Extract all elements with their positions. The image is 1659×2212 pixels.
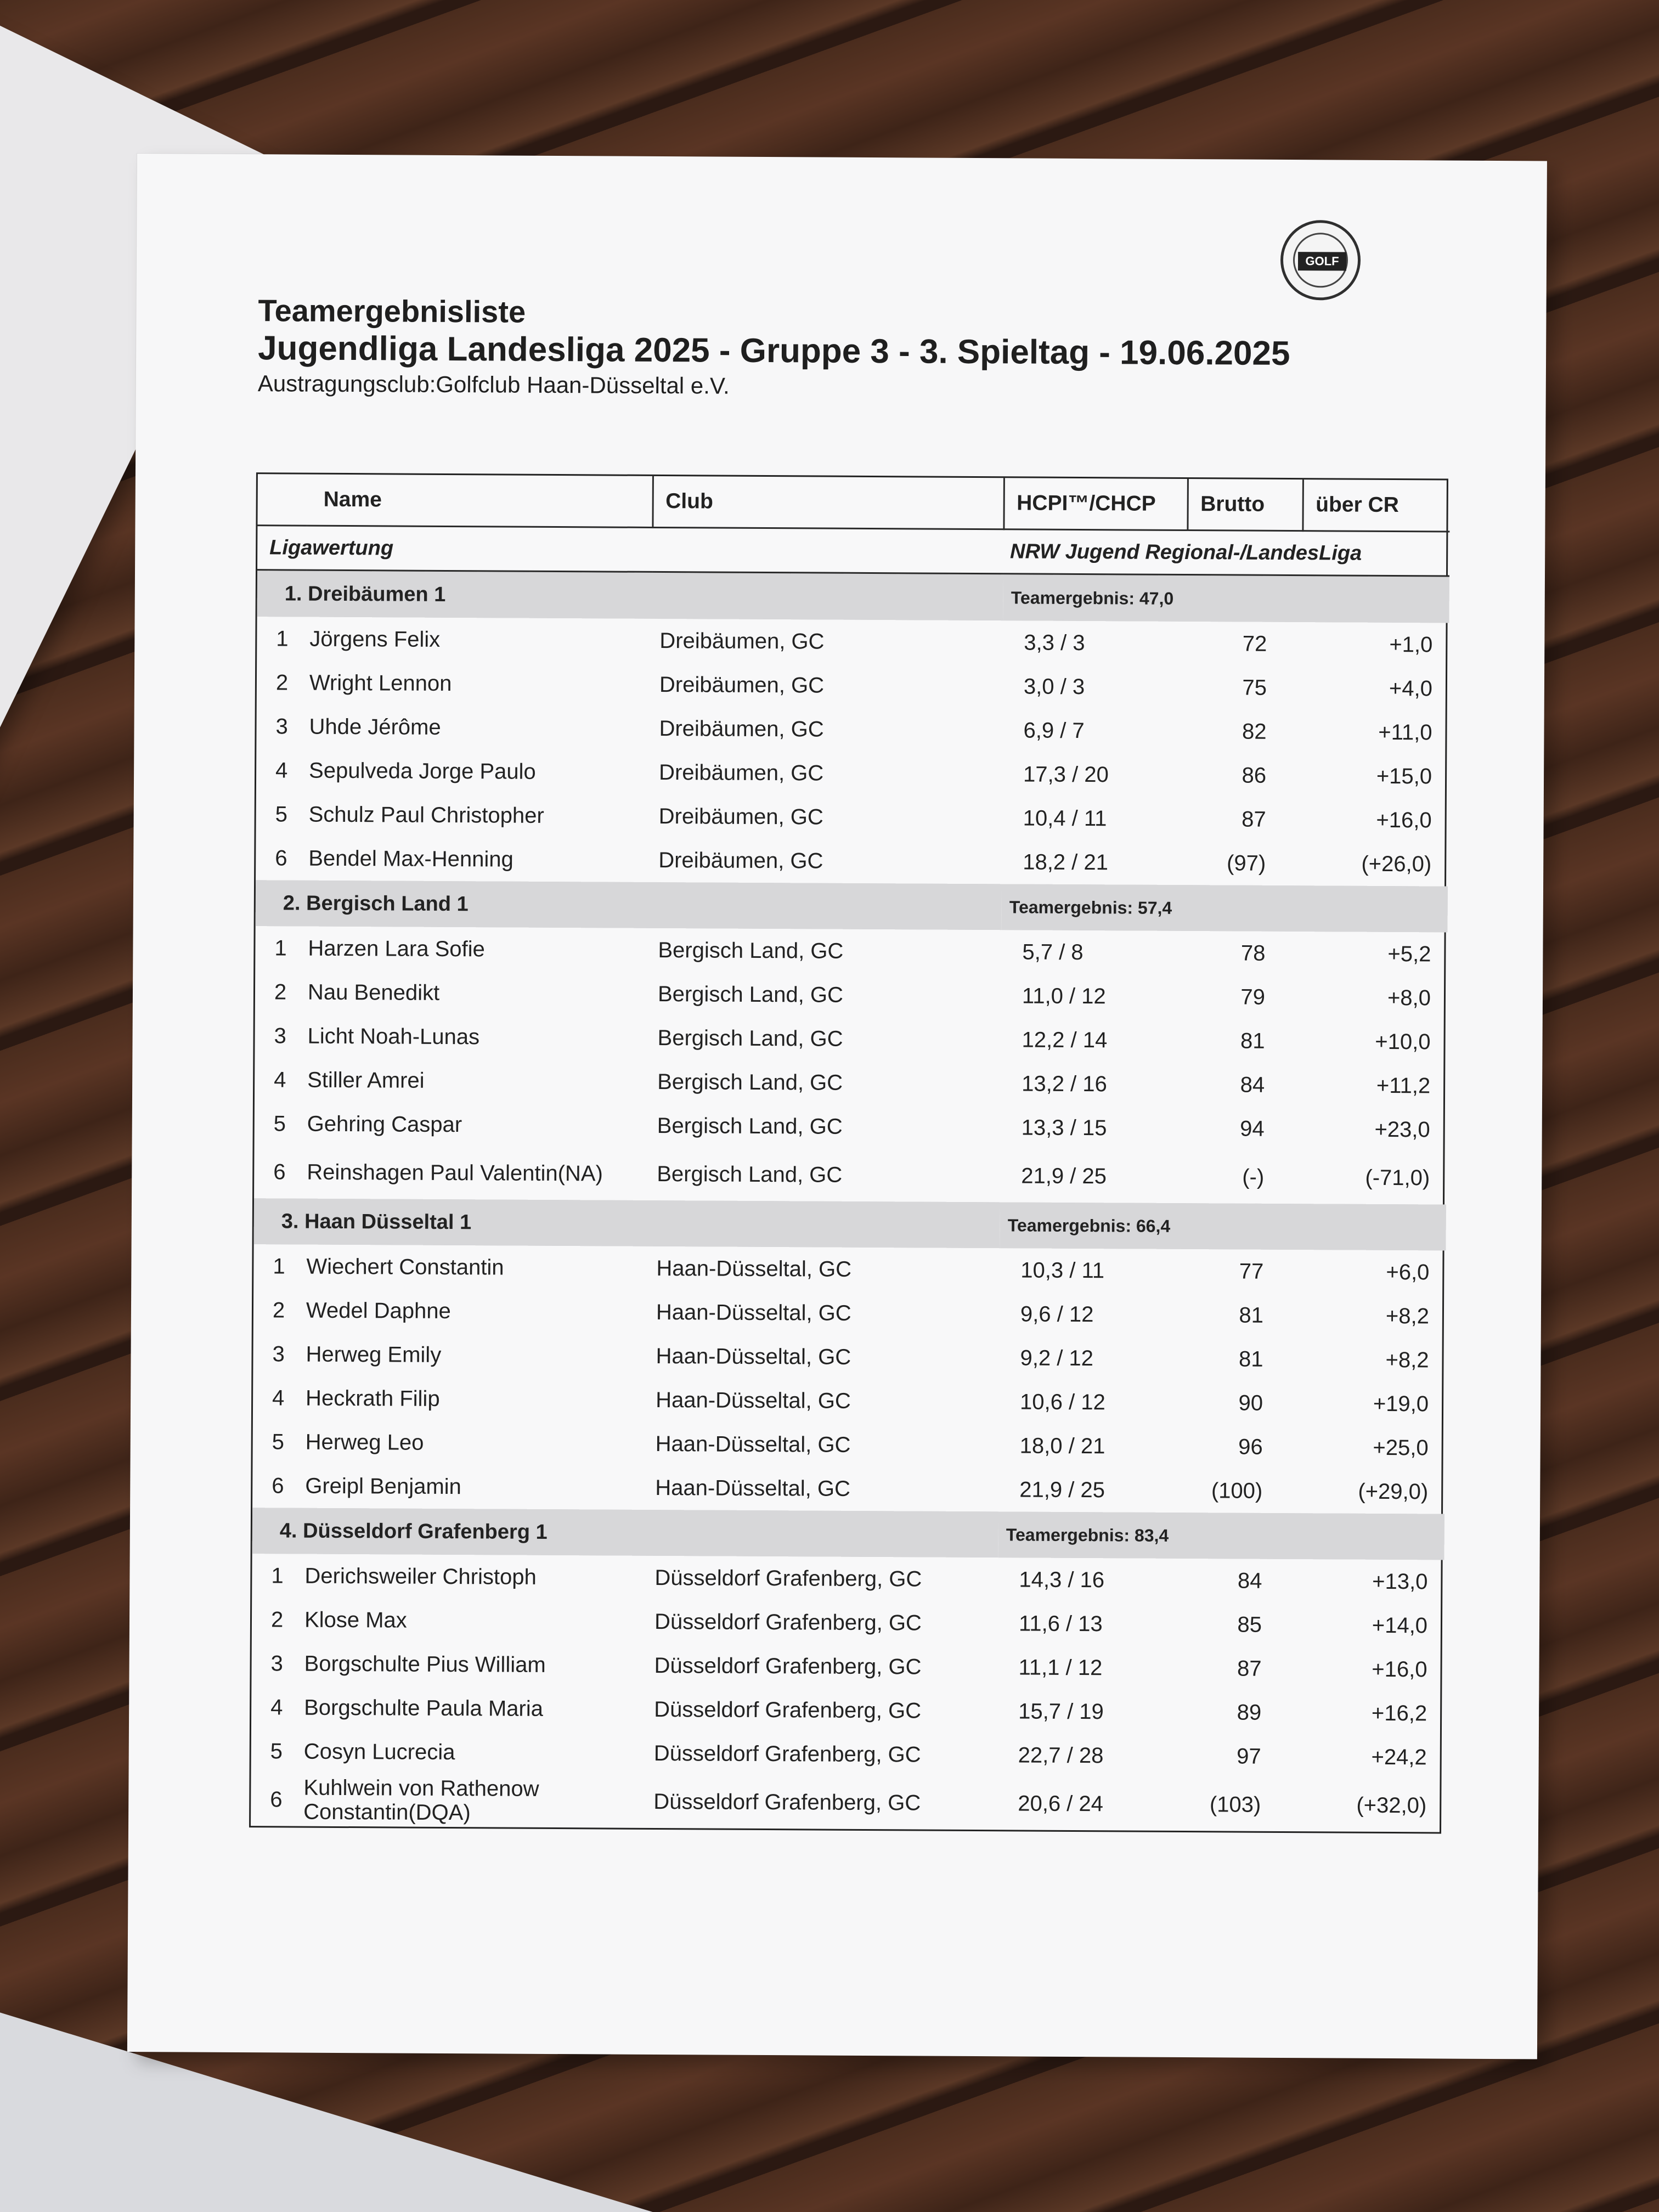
brutto-cell: (103): [1209, 1792, 1261, 1817]
table-row: [256, 792, 1448, 842]
club-cell: Haan-Düsseltal, GC: [656, 1344, 851, 1369]
club-cell: Dreibäumen, GC: [659, 628, 825, 654]
club-cell: Bergisch Land, GC: [657, 981, 844, 1007]
name-cell: Cosyn Lucrecia: [303, 1739, 455, 1765]
hcp-cell: 10,3 / 11: [1020, 1257, 1105, 1283]
results-grid: [251, 474, 1450, 1832]
over-cr-cell: +1,0: [1389, 632, 1433, 657]
rank-cell: 6: [270, 1787, 283, 1812]
over-cr-cell: +6,0: [1386, 1260, 1430, 1284]
over-cr-cell: +14,0: [1372, 1613, 1428, 1638]
name-cell: Derichsweiler Christoph: [304, 1564, 537, 1589]
over-cr-cell: +11,2: [1376, 1073, 1431, 1098]
name-cell: Kuhlwein von Rathenow Constantin(DQA): [303, 1775, 539, 1825]
team-result: Teamergebnis: 66,4: [1000, 1202, 1446, 1250]
hcp-cell: 20,6 / 24: [1018, 1791, 1104, 1816]
team-row: [256, 880, 1448, 932]
club-cell: Haan-Düsseltal, GC: [655, 1431, 851, 1457]
league-label: Ligawertung: [257, 526, 1003, 574]
brutto-cell: 75: [1242, 675, 1267, 700]
rank-cell: 3: [272, 1341, 285, 1366]
hcp-cell: 18,0 / 21: [1019, 1433, 1105, 1458]
table-row: [256, 836, 1448, 886]
table-row: [257, 661, 1449, 710]
table-row: [256, 748, 1448, 798]
league-name: NRW Jugend Regional-/LandesLiga: [1003, 529, 1449, 576]
hcp-cell: 17,3 / 20: [1023, 761, 1109, 787]
club-cell: Bergisch Land, GC: [657, 1161, 843, 1187]
over-cr-cell: +13,0: [1372, 1569, 1428, 1594]
rank-cell: 4: [270, 1695, 283, 1719]
over-cr-cell: (+26,0): [1361, 851, 1432, 876]
over-cr-cell: +16,0: [1372, 1657, 1427, 1681]
club-cell: Dreibäumen, GC: [659, 716, 824, 742]
table-row: [255, 1102, 1447, 1152]
club-cell: Düsseldorf Grafenberg, GC: [654, 1697, 922, 1723]
brutto-cell: 77: [1239, 1259, 1264, 1284]
table-row: [251, 1641, 1443, 1691]
table-row: [252, 1464, 1444, 1514]
name-cell: Borgschulte Pius William: [304, 1651, 546, 1677]
club-cell: Düsseldorf Grafenberg, GC: [653, 1789, 921, 1815]
table-row: [253, 1376, 1445, 1426]
hcp-cell: 21,9 / 25: [1019, 1477, 1105, 1502]
host-club: Austragungsclub:Golfclub Haan-Düsseltal e.V.: [257, 370, 730, 399]
rank-cell: 3: [270, 1651, 283, 1675]
rank-cell: 5: [273, 1111, 286, 1136]
over-cr-cell: +19,0: [1373, 1391, 1429, 1416]
column-club-header: Club: [652, 476, 1003, 529]
name-cell: Wright Lennon: [309, 670, 452, 696]
club-cell: Bergisch Land, GC: [658, 938, 844, 963]
name-cell: Uhde Jérôme: [309, 714, 441, 740]
brutto-cell: 94: [1240, 1116, 1265, 1141]
rank-cell: 2: [270, 1607, 284, 1632]
document-subtitle: Jugendliga Landesliga 2025 - Gruppe 3 - 3. Spieltag - 19.06.2025: [257, 329, 1290, 373]
hcp-cell: 9,2 / 12: [1020, 1345, 1094, 1370]
name-cell: Klose Max: [304, 1607, 407, 1633]
column-brutto-header: Brutto: [1187, 479, 1302, 531]
club-cell: Bergisch Land, GC: [657, 1069, 843, 1095]
table-header-row: [257, 474, 1449, 532]
brutto-cell: 72: [1242, 631, 1267, 656]
name-cell: Jörgens Felix: [309, 627, 441, 652]
name-cell: Heckrath Filip: [306, 1386, 440, 1411]
rank-cell: 1: [274, 935, 287, 960]
over-cr-cell: +16,2: [1371, 1701, 1427, 1725]
club-cell: Bergisch Land, GC: [657, 1113, 843, 1139]
table-row: [255, 1058, 1447, 1108]
brutto-cell: 82: [1242, 719, 1267, 744]
brutto-cell: 86: [1242, 763, 1267, 788]
club-cell: Haan-Düsseltal, GC: [655, 1475, 851, 1501]
over-cr-cell: +5,2: [1387, 941, 1431, 966]
hcp-cell: 13,2 / 16: [1022, 1071, 1107, 1096]
club-cell: Bergisch Land, GC: [657, 1025, 843, 1051]
team-result: Teamergebnis: 83,4: [998, 1511, 1444, 1560]
name-cell: Stiller Amrei: [307, 1068, 425, 1093]
brutto-cell: 96: [1238, 1435, 1263, 1459]
rank-cell: 1: [271, 1563, 284, 1588]
rank-cell: 3: [274, 1023, 286, 1048]
over-cr-cell: +8,0: [1387, 985, 1431, 1010]
hcp-cell: 10,4 / 11: [1023, 805, 1107, 831]
name-cell: Borgschulte Paula Maria: [304, 1695, 544, 1721]
hcp-cell: 12,2 / 14: [1022, 1027, 1108, 1052]
name-cell: Harzen Lara Sofie: [308, 936, 485, 962]
hcp-cell: 9,6 / 12: [1020, 1301, 1094, 1327]
brutto-cell: (97): [1227, 850, 1266, 876]
over-cr-cell: (+32,0): [1356, 1793, 1427, 1818]
column-cr-header: über CR: [1302, 479, 1449, 532]
name-cell: Reinshagen Paul Valentin(NA): [307, 1160, 603, 1186]
team-result: Teamergebnis: 47,0: [1003, 574, 1449, 623]
seal-golf-label: GOLF: [1298, 252, 1346, 270]
club-cell: Dreibäumen, GC: [659, 672, 825, 698]
column-name-header: Name: [257, 474, 652, 527]
table-row: [255, 926, 1447, 976]
table-row: [257, 617, 1449, 667]
name-cell: Licht Noah-Lunas: [307, 1024, 480, 1049]
rank-cell: 1: [276, 626, 289, 651]
table-row: [256, 704, 1448, 754]
hcp-cell: 6,9 / 7: [1023, 718, 1085, 743]
club-cell: Dreibäumen, GC: [659, 760, 824, 786]
table-row: [255, 970, 1447, 1020]
name-cell: Sepulveda Jorge Paulo: [309, 758, 536, 784]
rank-cell: 5: [270, 1739, 283, 1763]
club-cell: Haan-Düsseltal, GC: [656, 1300, 851, 1325]
over-cr-cell: (-71,0): [1365, 1165, 1430, 1190]
club-cell: Dreibäumen, GC: [658, 804, 823, 830]
brutto-cell: 87: [1242, 807, 1266, 832]
over-cr-cell: +15,0: [1376, 764, 1432, 788]
club-cell: Düsseldorf Grafenberg, GC: [654, 1609, 922, 1635]
rank-cell: 6: [272, 1473, 284, 1498]
brutto-cell: 78: [1240, 941, 1266, 966]
club-cell: Haan-Düsseltal, GC: [656, 1387, 851, 1413]
brutto-cell: 84: [1237, 1568, 1262, 1593]
club-cell: Dreibäumen, GC: [658, 848, 823, 873]
hcp-cell: 15,7 / 19: [1018, 1699, 1104, 1724]
over-cr-cell: +23,0: [1374, 1117, 1430, 1142]
hcp-cell: 13,3 / 15: [1021, 1115, 1107, 1140]
table-row: [251, 1773, 1443, 1832]
rank-cell: 6: [273, 1159, 286, 1184]
over-cr-cell: +10,0: [1375, 1029, 1431, 1054]
brutto-cell: (100): [1211, 1478, 1263, 1503]
table-row: [251, 1729, 1443, 1779]
results-sheet: [127, 154, 1547, 2059]
name-cell: Bendel Max-Henning: [308, 846, 514, 872]
hcp-cell: 22,7 / 28: [1018, 1742, 1104, 1768]
table-row: [252, 1598, 1444, 1647]
rank-cell: 5: [275, 802, 288, 826]
hcp-cell: 21,9 / 25: [1021, 1163, 1107, 1188]
name-cell: Gehring Caspar: [307, 1111, 462, 1137]
rank-cell: 1: [273, 1254, 285, 1278]
over-cr-cell: +4,0: [1389, 676, 1433, 701]
team-row: [252, 1508, 1444, 1560]
table-row: [255, 1014, 1447, 1064]
over-cr-cell: +16,0: [1376, 808, 1432, 832]
document-header: [258, 292, 1290, 404]
brutto-cell: 90: [1238, 1391, 1263, 1415]
over-cr-cell: (+29,0): [1358, 1479, 1429, 1504]
golf-association-seal: [1280, 220, 1361, 301]
table-row: [251, 1685, 1443, 1735]
club-cell: Haan-Düsseltal, GC: [656, 1256, 852, 1282]
hcp-cell: 14,3 / 16: [1019, 1567, 1105, 1592]
over-cr-cell: +24,2: [1371, 1745, 1427, 1769]
table-row: [254, 1146, 1446, 1204]
team-name: 1. Dreibäumen 1: [257, 570, 1003, 621]
brutto-cell: 79: [1240, 985, 1266, 1009]
over-cr-cell: +8,2: [1385, 1347, 1429, 1372]
brutto-cell: 81: [1239, 1303, 1264, 1328]
club-cell: Düsseldorf Grafenberg, GC: [653, 1741, 921, 1767]
team-name: 3. Haan Düsseltal 1: [254, 1198, 1000, 1248]
league-row: [257, 526, 1449, 576]
brutto-cell: 97: [1237, 1744, 1261, 1769]
team-row: [257, 570, 1449, 623]
hcp-cell: 10,6 / 12: [1020, 1389, 1105, 1414]
rank-cell: 3: [275, 714, 288, 738]
name-cell: Greipl Benjamin: [305, 1474, 461, 1499]
team-result: Teamergebnis: 57,4: [1002, 884, 1448, 932]
hcp-cell: 11,0 / 12: [1022, 983, 1106, 1008]
brutto-cell: 84: [1240, 1073, 1265, 1097]
results-table: [249, 472, 1448, 1833]
name-cell: Wedel Daphne: [306, 1298, 451, 1324]
hcp-cell: 18,2 / 21: [1023, 849, 1109, 874]
team-name: 2. Bergisch Land 1: [256, 880, 1002, 930]
brutto-cell: 81: [1238, 1347, 1263, 1372]
brutto-cell: 85: [1237, 1612, 1262, 1637]
team-row: [254, 1198, 1446, 1250]
name-cell: Wiechert Constantin: [306, 1254, 504, 1280]
document-title: Teamergebnisliste: [258, 293, 526, 329]
rank-cell: 2: [275, 670, 289, 695]
hcp-cell: 11,1 / 12: [1018, 1655, 1103, 1680]
over-cr-cell: +11,0: [1378, 720, 1432, 744]
name-cell: Schulz Paul Christopher: [308, 802, 544, 828]
over-cr-cell: +25,0: [1373, 1435, 1429, 1460]
hcp-cell: 5,7 / 8: [1022, 939, 1084, 964]
over-cr-cell: +8,2: [1385, 1304, 1430, 1328]
name-cell: Nau Benedikt: [307, 980, 440, 1005]
table-row: [252, 1420, 1444, 1470]
table-row: [252, 1554, 1444, 1604]
brutto-cell: (-): [1242, 1165, 1265, 1189]
rank-cell: 2: [272, 1297, 285, 1322]
table-row: [253, 1244, 1446, 1294]
rank-cell: 4: [274, 1067, 286, 1092]
rank-cell: 2: [274, 979, 287, 1004]
brutto-cell: 89: [1237, 1700, 1262, 1725]
rank-cell: 5: [272, 1429, 285, 1454]
brutto-cell: 81: [1240, 1029, 1265, 1053]
table-row: [253, 1332, 1445, 1382]
rank-cell: 6: [275, 845, 287, 870]
rank-cell: 4: [272, 1385, 285, 1410]
brutto-cell: 87: [1237, 1656, 1262, 1681]
team-name: 4. Düsseldorf Grafenberg 1: [252, 1508, 998, 1558]
rank-cell: 4: [275, 758, 288, 782]
name-cell: Herweg Leo: [305, 1430, 424, 1455]
hcp-cell: 11,6 / 13: [1018, 1611, 1103, 1636]
hcp-cell: 3,0 / 3: [1023, 674, 1085, 699]
hcp-cell: 3,3 / 3: [1024, 630, 1085, 655]
club-cell: Düsseldorf Grafenberg, GC: [654, 1653, 922, 1679]
club-cell: Düsseldorf Grafenberg, GC: [654, 1565, 922, 1592]
name-cell: Herweg Emily: [306, 1342, 442, 1367]
column-hcp-header: HCPI™/CHCP: [1003, 478, 1187, 530]
table-row: [253, 1288, 1446, 1338]
